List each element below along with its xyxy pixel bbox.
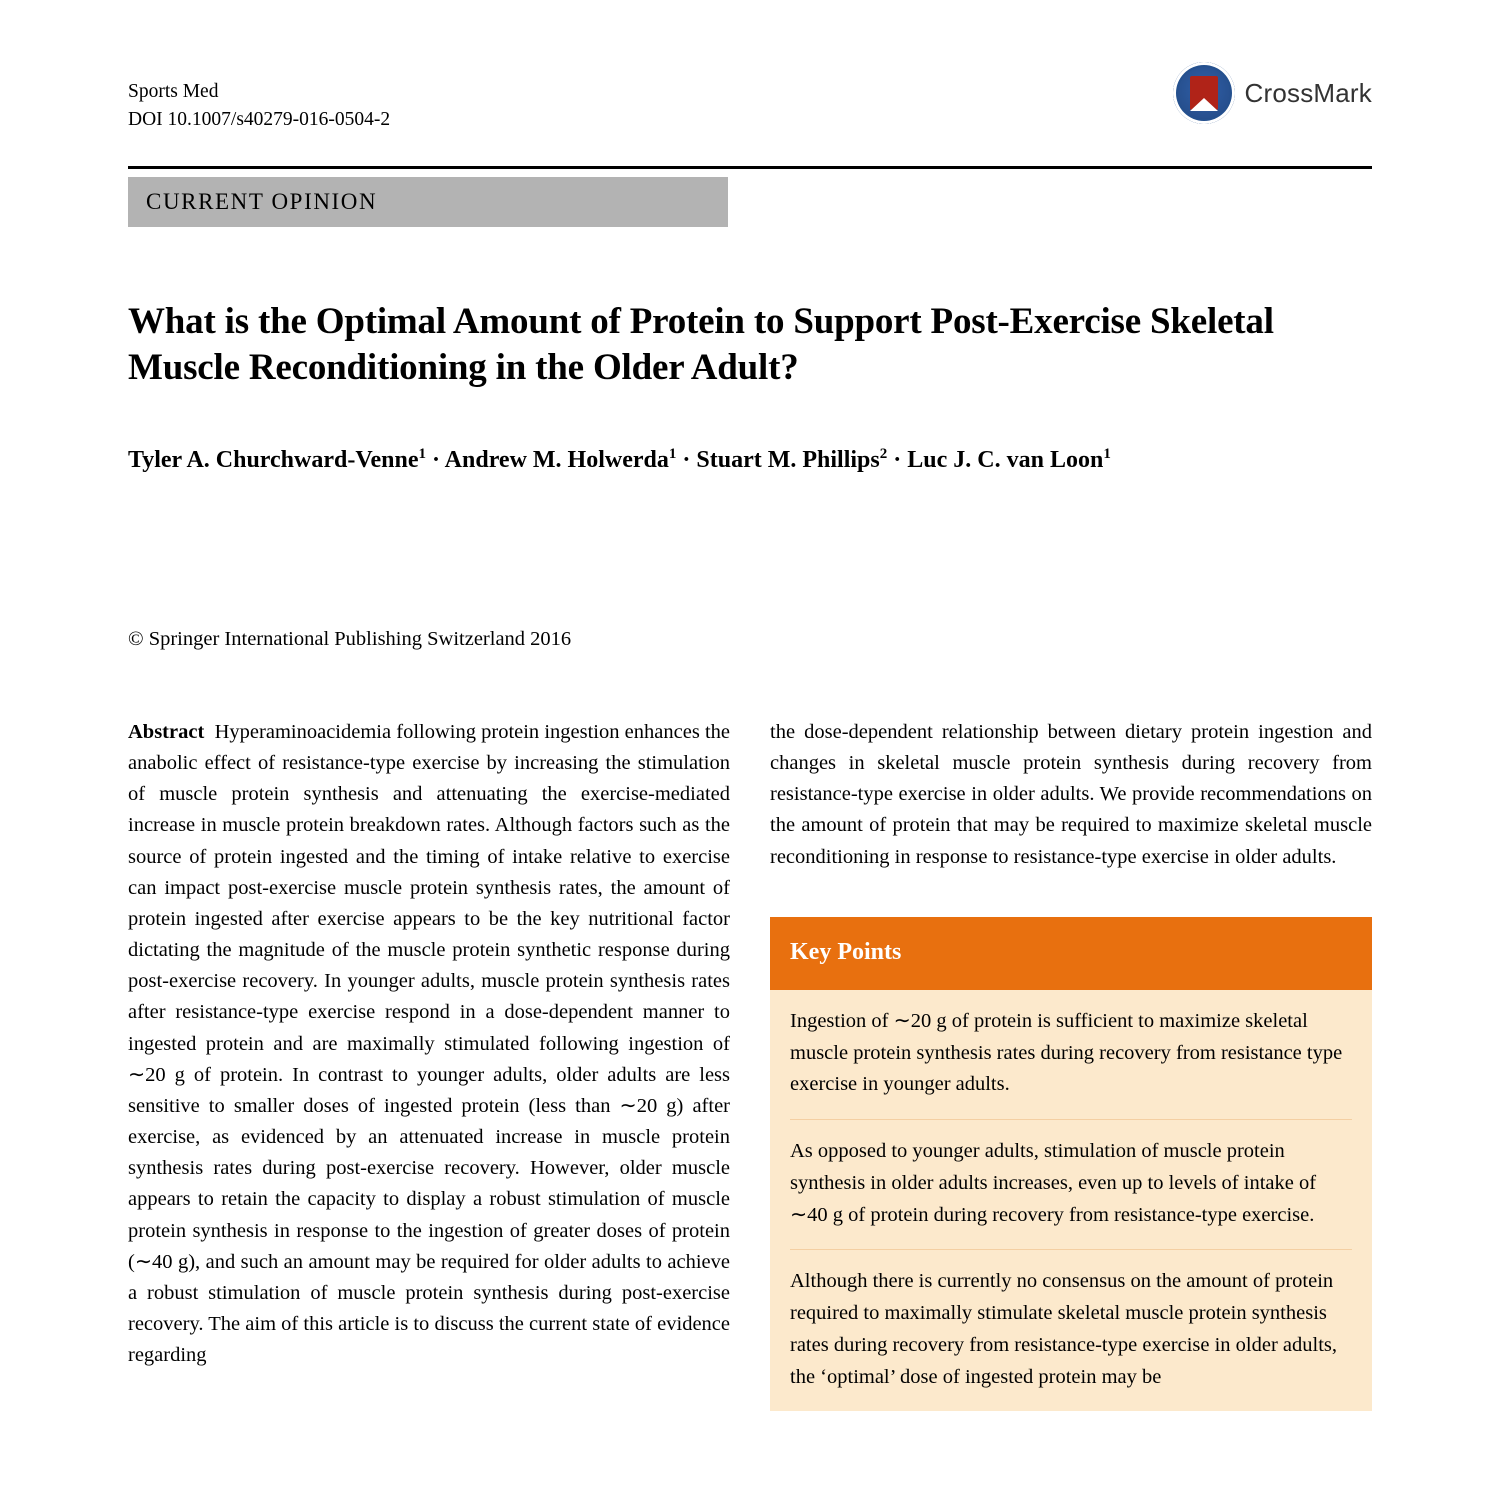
key-points-heading: Key Points — [770, 917, 1372, 990]
list-item: As opposed to younger adults, stimulation of muscle protein synthesis in older adults increases, even up to levels of intake of ∼40 g of protein during recovery from resistance-type exercise. — [790, 1120, 1352, 1250]
list-item: Although there is currently no consensus on the amount of protein required to maximally stimulate skeletal muscle protein synthesis rates during recovery from resistance-type exercise in older adults, the ‘optimal’ dose of ingested protein may be — [790, 1270, 1338, 1388]
abstract-paragraph — [128, 717, 730, 1371]
author-name: Stuart M. Phillips — [696, 446, 880, 473]
article-type-banner: CURRENT OPINION — [128, 177, 728, 227]
key-points-list — [770, 990, 1372, 1412]
crossmark-badge[interactable] — [1173, 62, 1372, 124]
crossmark-icon — [1173, 62, 1235, 124]
author-affiliation: 2 — [879, 445, 888, 462]
copyright-line: © Springer International Publishing Switzerland 2016 — [128, 627, 572, 650]
key-points-box — [770, 917, 1372, 1412]
author-name: Andrew M. Holwerda — [444, 446, 669, 473]
page-header — [128, 0, 1372, 150]
column-right — [770, 697, 1372, 1412]
author-affiliation: 1 — [668, 445, 677, 462]
body-columns — [128, 697, 1372, 1412]
author-affiliation: 1 — [1103, 445, 1111, 462]
column-left — [128, 697, 730, 1412]
page-title: What is the Optimal Amount of Protein to Support Post-Exercise Skeletal Muscle Reconditioning in the Older Adult? — [128, 301, 1274, 389]
author-affiliation: 1 — [418, 445, 426, 462]
author-list: Tyler A. Churchward-Venne$^1$ · Andrew M. Holwerda$^1$ · Stuart M. Phillips$^2$ · Luc J. C. van Loon$^1$ — [128, 445, 1111, 473]
abstract-text: Hyperaminoacidemia following protein ingestion enhances the anabolic effect of resistance-type exercise by increasing the stimulation of muscle protein synthesis and attenuating the exercise-mediated increase in muscle protein breakdown rates. Although factors such as the source of protein ingested and the timing of intake relative to exercise can impact post-exercise muscle protein synthesis rates, the amount of protein ingested after exercise appears to be the key nutritional factor dictating the magnitude of the muscle protein synthetic response during post-exercise recovery. In younger adults, muscle protein synthesis rates after resistance-type exercise respond in a dose-dependent manner to ingested protein and are maximally stimulated following ingestion of ∼20 g of protein. In contrast to younger adults, older adults are less sensitive to smaller doses of ingested protein (less than ∼20 g) after exercise, as evidenced by an attenuated increase in muscle protein synthesis rates during post-exercise recovery. However, older muscle appears to retain the capacity to display a robust stimulation of muscle protein synthesis in response to the ingestion of greater doses of protein (∼40 g), and such an amount may be required for older adults to achieve a robust stimulation of muscle protein synthesis during post-exercise recovery. The aim of this article is to discuss the current state of evidence regarding — [128, 721, 730, 1367]
crossmark-label: CrossMark — [1244, 77, 1372, 108]
abstract-label: Abstract — [128, 721, 205, 743]
author-name: Luc J. C. van Loon — [907, 446, 1104, 473]
journal-doi: DOI 10.1007/s40279-016-0504-2 — [128, 109, 391, 131]
author-name: Tyler A. Churchward-Venne — [128, 446, 419, 473]
abstract-continuation: the dose-dependent relationship between dietary protein ingestion and changes in skeletal muscle protein synthesis during recovery from resistance-type exercise in older adults. We provide recommendations on the amount of protein that may be required to maximize skeletal muscle reconditioning in response to resistance-type exercise in older adults. — [770, 721, 1372, 868]
list-item: Ingestion of ∼20 g of protein is sufficient to maximize skeletal muscle protein synthesis rates during recovery from resistance type exercise in younger adults. — [790, 990, 1352, 1120]
header-divider — [128, 166, 1372, 169]
journal-name: Sports Med — [128, 81, 219, 102]
